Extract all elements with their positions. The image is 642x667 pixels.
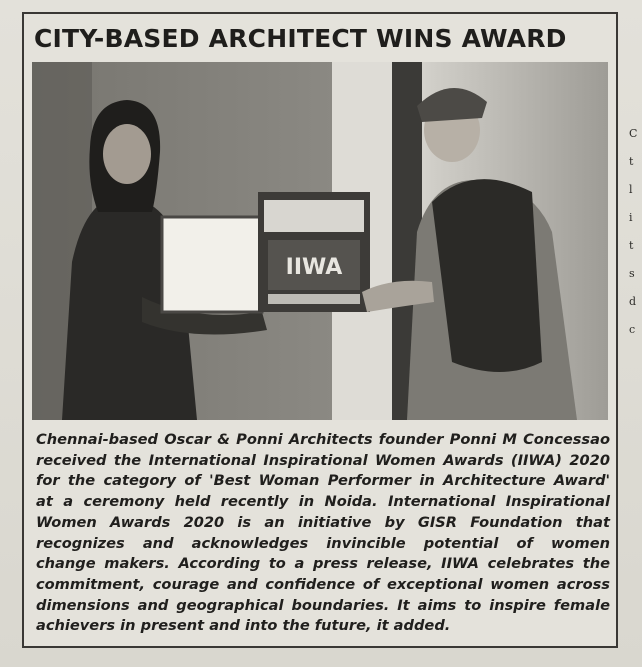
fragment-letter: t: [629, 239, 634, 252]
caption-line: commitment, courage and confidence of exceptional women across: [36, 575, 610, 593]
news-clipping: [22, 12, 618, 648]
caption-line: at a ceremony held recently in Noida. International Inspirational: [36, 493, 610, 511]
fragment-letter: d: [629, 295, 637, 308]
caption-line: dimensions and geographical boundaries. It aims to inspire female: [36, 596, 610, 614]
caption-line: Women Awards 2020 is an initiative by GISR Foundation that: [36, 513, 610, 531]
award-photo: [32, 62, 608, 420]
caption-line: achievers in present and into the future, it added.: [36, 617, 451, 635]
caption-line: change makers. According to a press release, IIWA celebrates the: [36, 555, 610, 573]
fragment-letter: i: [629, 211, 633, 224]
fragment-letter: C: [629, 127, 638, 140]
caption-line: for the category of 'Best Woman Performer in Architecture Award': [36, 472, 610, 490]
caption-line: recognizes and acknowledges invincible potential of women: [36, 534, 610, 552]
headline: CITY-BASED ARCHITECT WINS AWARD: [34, 24, 567, 53]
fragment-letter: l: [629, 183, 633, 196]
adjacent-column-fragment: [629, 120, 639, 344]
fragment-letter: c: [629, 323, 636, 336]
fragment-letter: s: [629, 267, 635, 280]
photo-caption: [36, 430, 610, 637]
caption-line: received the International Inspirational Women Awards (IIWA) 2020: [36, 451, 610, 469]
fragment-letter: t: [629, 155, 634, 168]
caption-line: Chennai-based Oscar & Ponni Architects founder Ponni M Concessao: [36, 431, 610, 448]
plaque-logo-text: IIWA: [285, 255, 343, 280]
